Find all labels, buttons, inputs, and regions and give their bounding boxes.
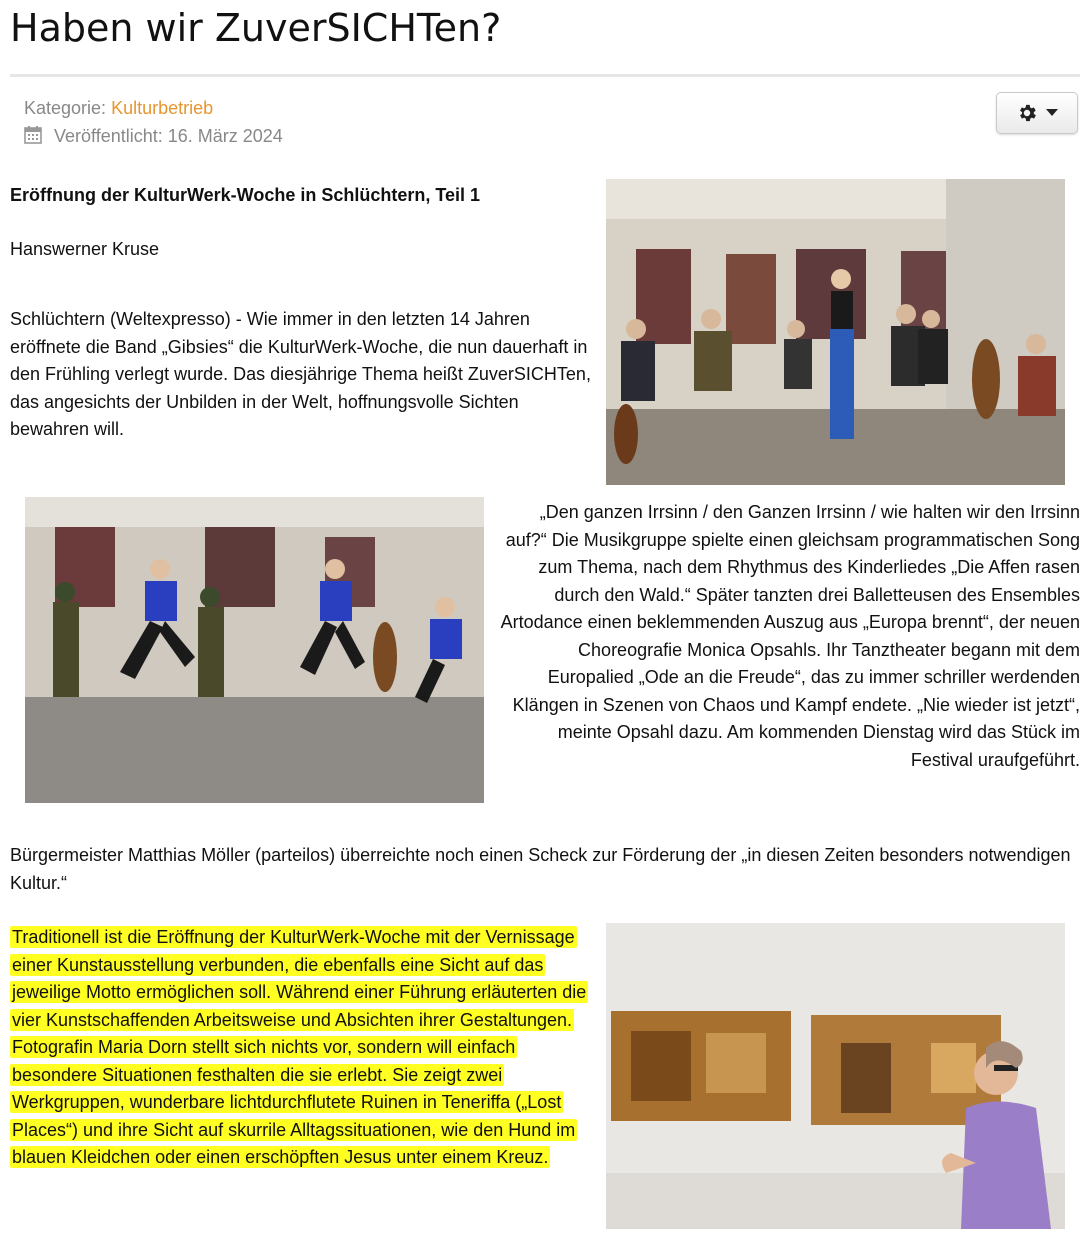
calendar-icon (24, 126, 42, 144)
article-subtitle: Eröffnung der KulturWerk-Woche in Schlüchtern, Teil 1 (10, 185, 481, 205)
caret-down-icon (1046, 109, 1058, 117)
category-link[interactable]: Kulturbetrieb (111, 98, 214, 118)
title-divider (10, 74, 1080, 77)
article-paragraph-2: „Den ganzen Irrsinn / den Ganzen Irrsinn / wie halten wir den Irrsinn auf?“ Die Musikgruppe spielte einen gleichsam programmatischen Song zum Thema, nach dem Rhythmus des Kinderliedes „Die Affen rasen durch den Wald.“ Später tanzten drei Balletteusen des Ensembles Artodance einen beklemmenden Auszug aus „Europa brennt“, der neuen Choreografie Monica Opsahls. Ihr Tanztheater begann mit dem Europalied „Ode an die Freude“, das zu immer schriller werdenden Klängen in Szenen von Chaos und Kampf endete. „Nie wieder ist jetzt“, meinte Opsahl dazu. Am kommenden Dienstag wird das Stück im Festival uraufgeführt. (500, 502, 1080, 770)
article-title: Haben wir ZuverSICHTen? (10, 6, 502, 50)
band-photo (606, 179, 1065, 485)
article-author: Hanswerner Kruse (10, 239, 160, 259)
dancers-photo (25, 497, 484, 803)
published-line (24, 126, 283, 147)
article-tools-button[interactable] (996, 92, 1078, 134)
published-date: Veröffentlicht: 16. März 2024 (54, 126, 283, 146)
gear-icon (1016, 102, 1038, 124)
article-paragraph-1: Schlüchtern (Weltexpresso) - Wie immer in den letzten 14 Jahren eröffnete die Band „Gibsies“ die KulturWerk-Woche, die nun dauerhaft in den Frühling verlegt wurde. Das diesjährige Thema heißt ZuverSICHTen, das angesichts der Unbilden in der Welt, hoffnungsvolle Sichten bewahren will. (10, 309, 591, 439)
category-label: Kategorie: (24, 98, 112, 118)
article-paragraph-3: Bürgermeister Matthias Möller (parteilos) überreichte noch einen Scheck zur Förderung der „in diesen Zeiten besonders notwendigen Kultur.“ (10, 845, 1071, 893)
article-paragraph-4 (10, 924, 600, 1172)
exhibition-photo (606, 923, 1065, 1229)
category-line (24, 98, 213, 119)
highlighted-text: Traditionell ist die Eröffnung der KulturWerk-Woche mit der Vernissage einer Kunstausstellung verbunden, die ebenfalls eine Sicht auf das jeweilige Motto ermöglichen soll. Während einer Führung erläuterten die vier Kunstschaffenden Arbeitsweise und Absichten ihrer Gestaltungen. Fotografin Maria Dorn stellt sich nichts vor, sondern will einfach besondere Situationen festhalten die sie erlebt. Sie zeigt zwei Werkgruppen, wunderbare lichtdurchflutete Ruinen in Teneriffa („Lost Places“) und ihre Sicht auf skurrile Alltagssituationen, wie den Hund im blauen Kleidchen oder einen erschöpften Jesus unter einem Kreuz. (12, 927, 587, 1167)
